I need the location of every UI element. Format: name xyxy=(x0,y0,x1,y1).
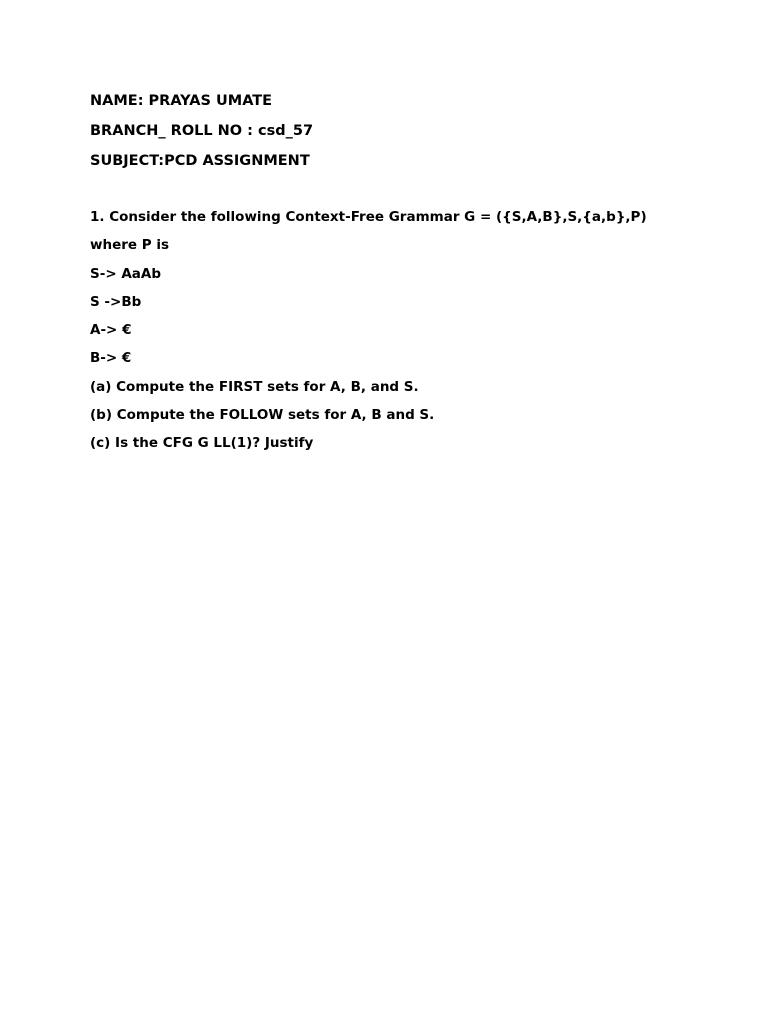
subject-title: SUBJECT:PCD ASSIGNMENT xyxy=(90,153,310,169)
question-where: where P is xyxy=(90,237,170,253)
question-part-b: (b) Compute the FOLLOW sets for A, B and S. xyxy=(90,407,435,423)
branch-roll-number: BRANCH_ ROLL NO : csd_57 xyxy=(90,123,314,139)
production-rule: A-> € xyxy=(90,322,132,338)
production-rule: S-> AaAb xyxy=(90,266,162,282)
production-rule: B-> € xyxy=(90,350,132,366)
question-part-c: (c) Is the CFG G LL(1)? Justify xyxy=(90,435,314,451)
production-rule: S ->Bb xyxy=(90,294,142,310)
question-part-a: (a) Compute the FIRST sets for A, B, and S. xyxy=(90,379,419,395)
student-name: NAME: PRAYAS UMATE xyxy=(90,93,273,109)
question-intro: 1. Consider the following Context-Free Grammar G = ({S,A,B},S,{a,b},P) xyxy=(90,209,647,225)
